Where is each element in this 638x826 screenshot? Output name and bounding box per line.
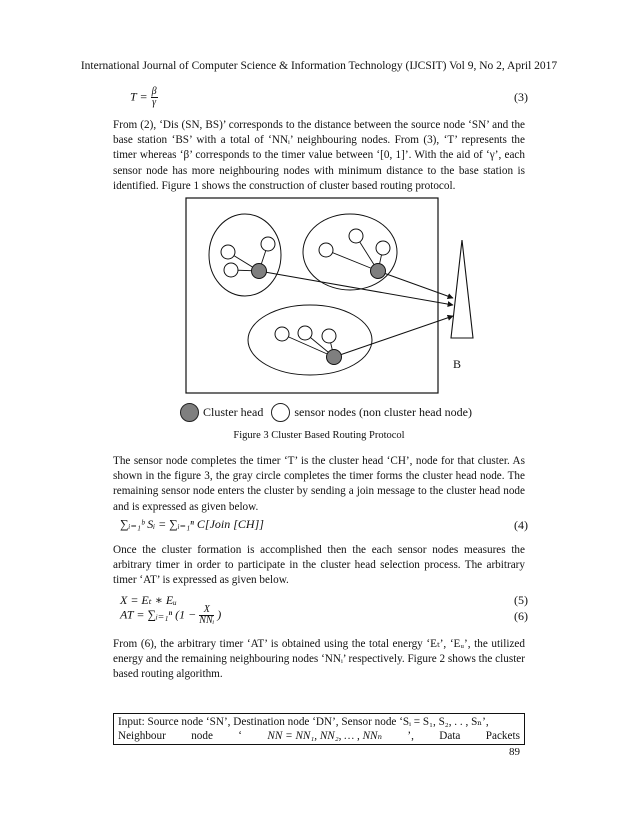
algo-word: node (191, 730, 213, 742)
eq4-number: (4) (514, 518, 528, 532)
algorithm-input-line: Input: Source node ‘SN’, Destination node ‘DN’, Sensor node ‘Sᵢ = S₁, S₂, . . , Sₙ’, (118, 716, 489, 728)
paragraph-1: From (2), ‘Dis (SN, BS)’ corresponds to the distance between the source node ‘SN’ and the base station ‘BS’ with a total of ‘NNᵢ’ neighbouring nodes. From (3), ‘T’ represents the timer whereas ‘β’ corresponds to the timer value between ‘[0, 1]’. With the aid of ‘γ’, each sensor node has more neighbouring nodes with minimum distance to the base station is identified. Figure 1 shows the construction of cluster based routing protocol. (113, 119, 525, 192)
eq6-denominator: NNᵢ (199, 615, 215, 626)
cluster-head-legend-icon (180, 403, 199, 422)
cluster-head-node (327, 350, 342, 365)
base-station-tower (451, 240, 473, 338)
eq3-denominator: γ (152, 97, 157, 108)
eq6-rhs: ) (217, 607, 222, 622)
algo-word: Data (439, 730, 461, 742)
cluster-ellipse-3 (248, 305, 372, 375)
algo-word: ‘ (238, 730, 243, 742)
sensor-node (224, 263, 238, 277)
legend-sensor-nodes: sensor nodes (non cluster head node) (294, 404, 472, 419)
paragraph-4: From (6), the arbitrary timer ‘AT’ is obtained using the total energy ‘Eₜ’, ‘Eᵤ’, the utilized energy and the remaining neighbouring nodes ‘NNᵢ’ respectively. Figure 2 shows the cluster based routing algorithm. (113, 638, 525, 681)
paragraph-2: The sensor node completes the timer ‘T’ is the cluster head ‘CH’, node for that cluster. As shown in the figure 3, the gray circle completes the timer forms the cluster head node. The remaining sensor node enters the cluster by sending a join message to the cluster head node and is expressed as given below. (113, 455, 525, 513)
link (326, 250, 378, 271)
sensor-node (221, 245, 235, 259)
cluster-head-node (252, 264, 267, 279)
paragraph-3: Once the cluster formation is accomplished then the each sensor nodes measures the arbitrary timer in order to participate in the cluster head selection process. The arbitrary timer ‘AT’ is expressed as given below. (113, 544, 525, 587)
page-number: 89 (509, 746, 520, 758)
route-arrow-3 (334, 316, 453, 357)
figure-caption: Figure 3 Cluster Based Routing Protocol (233, 430, 405, 441)
sensor-node (349, 229, 363, 243)
journal-header: International Journal of Computer Science & Information Technology (IJCSIT) Vol 9, No 2, April 2017 (80, 60, 558, 72)
eq6-lhs: AT = ∑ᵢ₌₁ⁿ (1 − (120, 607, 197, 622)
sensor-node (319, 243, 333, 257)
eq3-numerator: β (151, 86, 157, 97)
sensor-node (376, 241, 390, 255)
legend-cluster-head: Cluster head (203, 404, 264, 419)
eq6-number: (6) (514, 609, 528, 623)
eq3-lhs: T = (130, 89, 148, 104)
equation-4: ∑ᵢ₌₁ᵇ Sᵢ = ∑ᵢ₌₁ⁿ C[Join [CH]] (120, 517, 264, 531)
eq5-number: (5) (514, 593, 528, 607)
equation-5: X = Eₜ ∗ Eᵤ (120, 593, 177, 607)
cluster-head-node (371, 264, 386, 279)
equation-6 (120, 605, 221, 626)
cluster-ellipse-1 (209, 214, 281, 296)
eq3-number: (3) (514, 90, 528, 104)
eq6-numerator: X (199, 605, 214, 616)
sensor-node (322, 329, 336, 343)
algorithm-neighbour-line (118, 729, 520, 743)
sensor-node-legend-icon (271, 403, 290, 422)
base-station-label: B (453, 357, 462, 371)
algo-word: Neighbour (118, 730, 166, 742)
algorithm-box (113, 713, 525, 745)
algo-word: ’, (407, 730, 414, 742)
figure-legend (180, 402, 472, 422)
eq6-fraction (199, 605, 214, 626)
sensor-node (261, 237, 275, 251)
sensor-node (275, 327, 289, 341)
algo-neighbour-set: NN = NN₁, NN₂, … , NNₙ (267, 730, 383, 742)
sensor-node (298, 326, 312, 340)
algo-word: Packets (485, 730, 520, 742)
